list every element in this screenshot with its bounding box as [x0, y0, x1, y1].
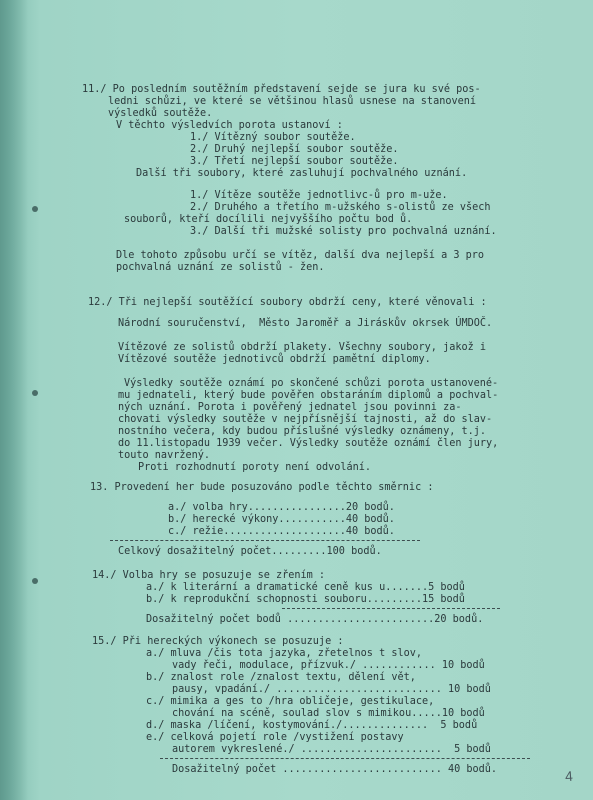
s13-title: 13. Provedení her bude posuzováno podle těchto směrnic : [90, 482, 434, 493]
s12-line: Výsledky soutěže oznámí po skončené schůzi porota ustanovené- [124, 378, 499, 389]
s15-row: pausy, vpadání./ ........................... 10 bodů [172, 684, 491, 695]
s15-row: vady řeči, modulace, přízvuk./ ............ 10 bodů [172, 660, 485, 671]
s15-row: autorem vykreslené./ ....................... 5 bodů [172, 744, 491, 755]
s13-row: c./ režie....................40 bodů. [168, 526, 395, 537]
s11-item: 1./ Vítěze soutěže jednotlivc-ů pro m-uže. [190, 190, 448, 201]
s11-line: pochvalná uznání ze solistů - žen. [116, 262, 325, 273]
s12-line: Proti rozhodnutí poroty není odvolání. [138, 462, 372, 473]
divider [282, 608, 500, 609]
s15-row: c./ mimika a ges to /hra obličeje, gestikulace, [146, 696, 435, 707]
s15-row: d./ maska /líčení, kostymování./.............. 5 bodů [146, 720, 478, 731]
s11-item: 1./ Vítězný soubor soutěže. [190, 132, 356, 143]
divider [110, 540, 420, 541]
s11-line: ledni schůzi, ve které se většinou hlasů usnese na stanovení [108, 96, 477, 107]
s13-row: a./ volba hry................20 bodů. [168, 502, 395, 513]
s11-line: Další tři soubory, které zasluhují pochvalného uznání. [136, 168, 468, 179]
s11-item: 2./ Druhého a třetího m-užského s-olistů ze všech [190, 202, 491, 213]
s11-item: souborů, kteří docílili nejvyššího počtu bod ů. [124, 214, 413, 225]
s12-line: Národní souručenství, Město Jaroměř a Jiráskův okrsek ÚMDOČ. [118, 318, 493, 329]
s12-line: ných uznání. Porota i pověřený jednatel jsou povinni za- [118, 402, 462, 413]
s15-row: chování na scéně, soulad slov s mimikou.....10 bodů [172, 708, 485, 719]
punch-hole [32, 206, 38, 212]
s12-line: mu jednateli, který bude pověřen obstaráním diplomů a pochval- [118, 390, 499, 401]
s15-row: e./ celková pojetí role /vystižení postavy [146, 732, 404, 743]
s11-item: 2./ Druhý nejlepší soubor soutěže. [190, 144, 399, 155]
s15-row: b./ znalost role /znalost textu, dělení vět, [146, 672, 416, 683]
s11-item: 3./ Třetí nejlepší soubor soutěže. [190, 156, 399, 167]
s14-total: Dosažitelný počet bodů ........................20 bodů. [146, 614, 484, 625]
s11-line: Dle tohoto způsobu určí se vítěz, další dva nejlepší a 3 pro [116, 250, 485, 261]
s14-row: a./ k literární a dramatické ceně kus u.......5 bodů [146, 582, 465, 593]
s15-row: a./ mluva /čis tota jazyka, zřetelnos t slov, [146, 648, 423, 659]
s15-title: 15./ Při hereckých výkonech se posuzuje : [92, 636, 344, 647]
s11-line: výsledků soutěže. [108, 108, 213, 119]
punch-hole [32, 578, 38, 584]
s13-row: b./ herecké výkony...........40 bodů. [168, 514, 395, 525]
s11-line: 11./ Po posledním soutěžním představení sejde se jura ku své pos- [82, 84, 481, 95]
s11-line: V těchto výsledvích porota ustanoví : [116, 120, 343, 131]
s12-line: do 11.listopadu 1939 večer. Výsledky soutěže oznámí člen jury, [118, 438, 499, 449]
s13-total: Celkový dosažitelný počet.........100 bodů. [118, 546, 382, 557]
s12-line: chovati výsledky soutěže v nejpřísnější tajnosti, až do slav- [118, 414, 493, 425]
s12-line: touto navržený. [118, 450, 211, 461]
s12-line: nostního večera, kdy budou příslušné výsledky oznámeny, t.j. [118, 426, 487, 437]
binding-shadow [0, 0, 28, 800]
s14-title: 14./ Volba hry se posuzuje se zřením : [92, 570, 326, 581]
s11-item: 3./ Další tři mužské solisty pro pochvalná uznání. [190, 226, 497, 237]
s14-row: b./ k reprodukční schopnosti souboru.........15 bodů [146, 594, 465, 605]
punch-hole [32, 390, 38, 396]
s12-line: Vítězové soutěže jednotivců obdrží pamětní diplomy. [118, 354, 431, 365]
s12-line: 12./ Tři nejlepší soutěžící soubory obdrží ceny, které věnovali : [88, 297, 487, 308]
page-number: 4 [564, 767, 574, 785]
s15-total: Dosažitelný počet .......................... 40 bodů. [172, 764, 498, 775]
divider [160, 758, 530, 759]
s12-line: Vítězové ze solistů obdrží plakety. Všechny soubory, jakož i [118, 342, 487, 353]
